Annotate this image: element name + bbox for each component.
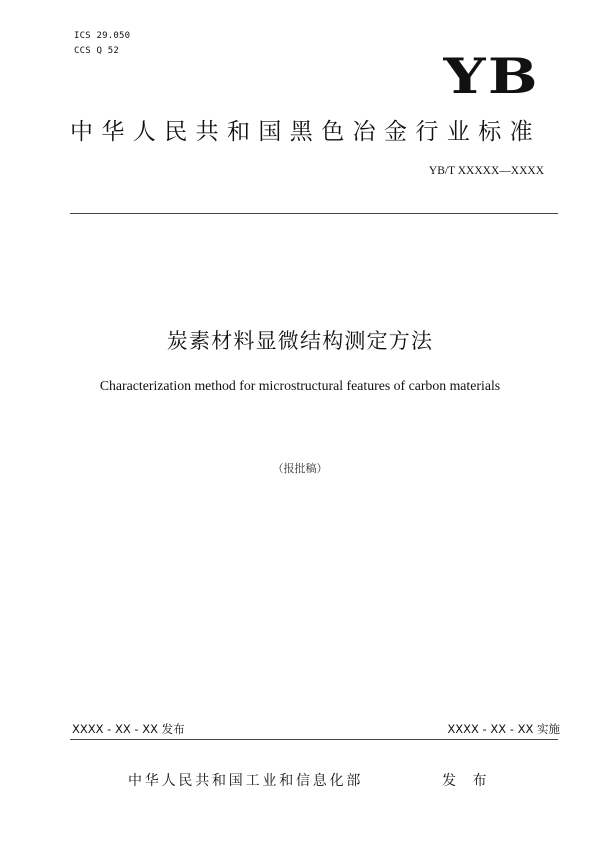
publish-label: 发 布 — [442, 773, 493, 789]
document-title-english: Characterization method for microstructural features of carbon materials — [99, 378, 501, 393]
issue-date: XXXX - XX - XX 发布 — [72, 722, 185, 736]
standard-number: YB/T XXXXX—XXXX — [428, 165, 544, 177]
draft-status: （报批稿） — [272, 462, 328, 475]
yb-logo: YB — [443, 47, 540, 105]
implementation-date: XXXX - XX - XX 实施 — [447, 722, 560, 736]
ics-code: ICS 29.050 — [74, 31, 131, 41]
document-title-chinese: 炭素材料显微结构测定方法 — [166, 329, 434, 353]
standard-category-title: 中华人民共和国黑色冶金行业标准 — [70, 119, 541, 145]
top-divider — [70, 213, 558, 214]
bottom-divider — [70, 739, 558, 740]
ccs-code: CCS Q 52 — [74, 46, 119, 56]
publisher-name: 中华人民共和国工业和信息化部 — [128, 773, 364, 789]
